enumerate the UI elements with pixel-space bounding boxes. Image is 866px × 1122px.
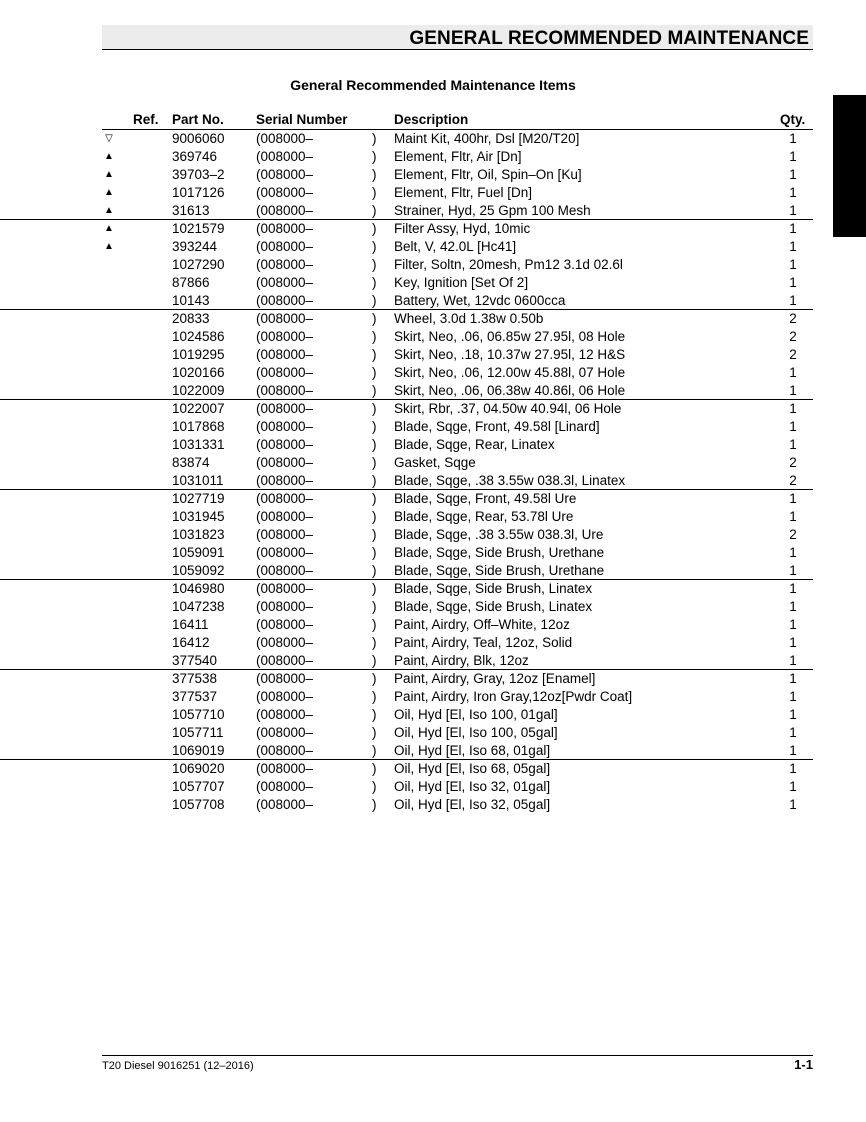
description: Blade, Sqge, Side Brush, Linatex bbox=[394, 581, 593, 596]
description: Key, Ignition [Set Of 2] bbox=[394, 275, 529, 290]
serial-range-close: ) bbox=[372, 509, 377, 524]
col-header-part: Part No. bbox=[172, 112, 224, 127]
description: Filter, Soltn, 20mesh, Pm12 3.1d 02.6l bbox=[394, 257, 623, 272]
col-header-serial: Serial Number bbox=[256, 112, 348, 127]
serial-range-close: ) bbox=[372, 581, 377, 596]
quantity: 1 bbox=[789, 617, 797, 632]
quantity: 2 bbox=[789, 329, 797, 344]
description: Element, Fltr, Oil, Spin–On [Ku] bbox=[394, 167, 582, 182]
table-row bbox=[0, 220, 866, 238]
description: Blade, Sqge, .38 3.55w 038.3l, Ure bbox=[394, 527, 604, 542]
table-row bbox=[0, 490, 866, 508]
serial-number: (008000– bbox=[256, 725, 314, 740]
serial-number: (008000– bbox=[256, 311, 314, 326]
parts-table bbox=[0, 130, 866, 814]
serial-range-close: ) bbox=[372, 311, 377, 326]
description: Blade, Sqge, Side Brush, Urethane bbox=[394, 545, 605, 560]
description: Skirt, Neo, .06, 06.85w 27.95l, 08 Hole bbox=[394, 329, 626, 344]
quantity: 2 bbox=[789, 473, 797, 488]
quantity: 2 bbox=[789, 347, 797, 362]
serial-number: (008000– bbox=[256, 221, 314, 236]
serial-range-close: ) bbox=[372, 149, 377, 164]
table-row bbox=[0, 328, 866, 346]
part-number: 369746 bbox=[172, 149, 218, 164]
part-number: 83874 bbox=[172, 455, 210, 470]
part-number: 16412 bbox=[172, 635, 210, 650]
quantity: 1 bbox=[789, 401, 797, 416]
description: Blade, Sqge, Rear, 53.78l Ure bbox=[394, 509, 574, 524]
description: Strainer, Hyd, 25 Gpm 100 Mesh bbox=[394, 203, 591, 218]
serial-range-close: ) bbox=[372, 329, 377, 344]
part-number: 1046980 bbox=[172, 581, 225, 596]
description: Paint, Airdry, Off–White, 12oz bbox=[394, 617, 570, 632]
quantity: 1 bbox=[789, 185, 797, 200]
serial-range-close: ) bbox=[372, 131, 377, 146]
part-number: 1027290 bbox=[172, 257, 225, 272]
table-row bbox=[0, 670, 866, 688]
part-number: 1047238 bbox=[172, 599, 225, 614]
description: Paint, Airdry, Gray, 12oz [Enamel] bbox=[394, 671, 596, 686]
part-number: 87866 bbox=[172, 275, 210, 290]
quantity: 1 bbox=[789, 599, 797, 614]
serial-number: (008000– bbox=[256, 563, 314, 578]
description: Element, Fltr, Air [Dn] bbox=[394, 149, 522, 164]
description: Blade, Sqge, Rear, Linatex bbox=[394, 437, 555, 452]
quantity: 1 bbox=[789, 545, 797, 560]
serial-range-close: ) bbox=[372, 185, 377, 200]
header-band bbox=[102, 25, 813, 50]
serial-number: (008000– bbox=[256, 797, 314, 812]
quantity: 1 bbox=[789, 581, 797, 596]
serial-number: (008000– bbox=[256, 743, 314, 758]
part-number: 1057711 bbox=[172, 725, 224, 740]
quantity: 1 bbox=[789, 383, 797, 398]
quantity: 1 bbox=[789, 365, 797, 380]
description: Skirt, Neo, .06, 06.38w 40.86l, 06 Hole bbox=[394, 383, 626, 398]
footer-rule bbox=[102, 1055, 813, 1056]
serial-range-close: ) bbox=[372, 491, 377, 506]
serial-number: (008000– bbox=[256, 329, 314, 344]
serial-number: (008000– bbox=[256, 455, 314, 470]
table-row bbox=[0, 166, 866, 184]
col-header-description: Description bbox=[394, 112, 469, 127]
serial-number: (008000– bbox=[256, 581, 314, 596]
serial-number: (008000– bbox=[256, 491, 314, 506]
serial-number: (008000– bbox=[256, 509, 314, 524]
quantity: 2 bbox=[789, 455, 797, 470]
serial-number: (008000– bbox=[256, 239, 314, 254]
quantity: 1 bbox=[789, 563, 797, 578]
description: Gasket, Sqge bbox=[394, 455, 476, 470]
serial-number: (008000– bbox=[256, 347, 314, 362]
description: Oil, Hyd [El, Iso 68, 01gal] bbox=[394, 743, 551, 758]
table-row bbox=[0, 364, 866, 382]
serial-number: (008000– bbox=[256, 293, 314, 308]
serial-range-close: ) bbox=[372, 797, 377, 812]
table-row bbox=[0, 346, 866, 364]
serial-number: (008000– bbox=[256, 167, 314, 182]
serial-range-close: ) bbox=[372, 707, 377, 722]
part-number: 1031331 bbox=[172, 437, 225, 452]
part-number: 1020166 bbox=[172, 365, 225, 380]
description: Paint, Airdry, Iron Gray,12oz[Pwdr Coat] bbox=[394, 689, 633, 704]
part-number: 39703–2 bbox=[172, 167, 225, 182]
part-number: 1069020 bbox=[172, 761, 225, 776]
table-row bbox=[0, 436, 866, 454]
table-row bbox=[0, 454, 866, 472]
description: Blade, Sqge, .38 3.55w 038.3l, Linatex bbox=[394, 473, 626, 488]
part-number: 1031011 bbox=[172, 473, 224, 488]
part-number: 1057708 bbox=[172, 797, 225, 812]
part-number: 20833 bbox=[172, 311, 210, 326]
table-row bbox=[0, 310, 866, 328]
serial-number: (008000– bbox=[256, 671, 314, 686]
col-header-qty: Qty. bbox=[780, 112, 806, 127]
serial-number: (008000– bbox=[256, 761, 314, 776]
serial-range-close: ) bbox=[372, 383, 377, 398]
quantity: 1 bbox=[789, 203, 797, 218]
description: Skirt, Neo, .18, 10.37w 27.95l, 12 H&S bbox=[394, 347, 626, 362]
serial-number: (008000– bbox=[256, 383, 314, 398]
page-title: GENERAL RECOMMENDED MAINTENANCE bbox=[409, 28, 809, 49]
ref-marker: ▲ bbox=[104, 187, 114, 198]
serial-range-close: ) bbox=[372, 635, 377, 650]
description: Blade, Sqge, Side Brush, Urethane bbox=[394, 563, 605, 578]
part-number: 31613 bbox=[172, 203, 210, 218]
serial-number: (008000– bbox=[256, 131, 314, 146]
part-number: 377538 bbox=[172, 671, 218, 686]
quantity: 1 bbox=[789, 149, 797, 164]
serial-number: (008000– bbox=[256, 545, 314, 560]
footer-doc-id: T20 Diesel 9016251 (12–2016) bbox=[102, 1060, 254, 1072]
serial-number: (008000– bbox=[256, 401, 314, 416]
ref-marker: ▲ bbox=[104, 241, 114, 252]
quantity: 2 bbox=[789, 527, 797, 542]
serial-number: (008000– bbox=[256, 275, 314, 290]
quantity: 1 bbox=[789, 725, 797, 740]
part-number: 1031823 bbox=[172, 527, 225, 542]
serial-range-close: ) bbox=[372, 167, 377, 182]
serial-range-close: ) bbox=[372, 689, 377, 704]
table-row bbox=[0, 616, 866, 634]
table-title: General Recommended Maintenance Items bbox=[290, 77, 576, 93]
serial-number: (008000– bbox=[256, 257, 314, 272]
table-row bbox=[0, 598, 866, 616]
quantity: 1 bbox=[789, 419, 797, 434]
serial-range-close: ) bbox=[372, 653, 377, 668]
table-row bbox=[0, 742, 813, 760]
part-number: 10143 bbox=[172, 293, 210, 308]
table-row bbox=[0, 778, 866, 796]
description: Blade, Sqge, Side Brush, Linatex bbox=[394, 599, 593, 614]
table-row bbox=[0, 544, 866, 562]
part-number: 9006060 bbox=[172, 131, 225, 146]
table-row bbox=[0, 724, 866, 742]
serial-range-close: ) bbox=[372, 437, 377, 452]
serial-range-close: ) bbox=[372, 347, 377, 362]
serial-range-close: ) bbox=[372, 203, 377, 218]
part-number: 393244 bbox=[172, 239, 218, 254]
serial-range-close: ) bbox=[372, 473, 377, 488]
serial-number: (008000– bbox=[256, 527, 314, 542]
serial-number: (008000– bbox=[256, 437, 314, 452]
ref-marker: ▲ bbox=[104, 205, 114, 216]
serial-range-close: ) bbox=[372, 725, 377, 740]
serial-number: (008000– bbox=[256, 689, 314, 704]
quantity: 1 bbox=[789, 635, 797, 650]
quantity: 1 bbox=[789, 437, 797, 452]
description: Oil, Hyd [El, Iso 32, 05gal] bbox=[394, 797, 551, 812]
serial-range-close: ) bbox=[372, 761, 377, 776]
serial-range-close: ) bbox=[372, 293, 377, 308]
table-row bbox=[0, 580, 866, 598]
part-number: 1057710 bbox=[172, 707, 225, 722]
quantity: 1 bbox=[789, 779, 797, 794]
quantity: 1 bbox=[789, 743, 797, 758]
serial-range-close: ) bbox=[372, 527, 377, 542]
serial-number: (008000– bbox=[256, 149, 314, 164]
description: Belt, V, 42.0L [Hc41] bbox=[394, 239, 517, 254]
description: Battery, Wet, 12vdc 0600cca bbox=[394, 293, 566, 308]
table-row bbox=[0, 760, 866, 778]
serial-range-close: ) bbox=[372, 779, 377, 794]
table-row bbox=[0, 688, 866, 706]
table-row bbox=[0, 400, 866, 418]
quantity: 1 bbox=[789, 167, 797, 182]
serial-range-close: ) bbox=[372, 599, 377, 614]
serial-range-close: ) bbox=[372, 671, 377, 686]
serial-range-close: ) bbox=[372, 455, 377, 470]
part-number: 1069019 bbox=[172, 743, 225, 758]
description: Paint, Airdry, Blk, 12oz bbox=[394, 653, 529, 668]
description: Wheel, 3.0d 1.38w 0.50b bbox=[394, 311, 544, 326]
ref-marker: ▲ bbox=[104, 223, 114, 234]
part-number: 16411 bbox=[172, 617, 209, 632]
serial-number: (008000– bbox=[256, 599, 314, 614]
quantity: 1 bbox=[789, 239, 797, 254]
part-number: 1059092 bbox=[172, 563, 225, 578]
part-number: 1024586 bbox=[172, 329, 225, 344]
quantity: 1 bbox=[789, 275, 797, 290]
table-row bbox=[0, 148, 866, 166]
ref-marker: ▲ bbox=[104, 151, 114, 162]
ref-marker: ▽ bbox=[105, 133, 113, 144]
part-number: 1059091 bbox=[172, 545, 225, 560]
serial-range-close: ) bbox=[372, 743, 377, 758]
quantity: 2 bbox=[789, 311, 797, 326]
serial-range-close: ) bbox=[372, 257, 377, 272]
page-number: 1-1 bbox=[794, 1057, 813, 1072]
quantity: 1 bbox=[789, 797, 797, 812]
description: Oil, Hyd [El, Iso 100, 01gal] bbox=[394, 707, 558, 722]
quantity: 1 bbox=[789, 491, 797, 506]
table-row bbox=[0, 382, 813, 400]
part-number: 1019295 bbox=[172, 347, 225, 362]
serial-number: (008000– bbox=[256, 419, 314, 434]
table-row bbox=[0, 508, 866, 526]
ref-marker: ▲ bbox=[104, 169, 114, 180]
serial-number: (008000– bbox=[256, 185, 314, 200]
serial-range-close: ) bbox=[372, 365, 377, 380]
serial-number: (008000– bbox=[256, 653, 314, 668]
quantity: 1 bbox=[789, 689, 797, 704]
part-number: 1031945 bbox=[172, 509, 225, 524]
serial-range-close: ) bbox=[372, 419, 377, 434]
table-row bbox=[0, 292, 813, 310]
table-row bbox=[0, 472, 813, 490]
serial-range-close: ) bbox=[372, 401, 377, 416]
part-number: 1017126 bbox=[172, 185, 225, 200]
serial-range-close: ) bbox=[372, 239, 377, 254]
serial-number: (008000– bbox=[256, 473, 314, 488]
table-row bbox=[0, 256, 866, 274]
quantity: 1 bbox=[789, 509, 797, 524]
table-row bbox=[0, 130, 866, 148]
table-row bbox=[0, 418, 866, 436]
table-row bbox=[0, 796, 866, 814]
table-row bbox=[0, 706, 866, 724]
description: Filter Assy, Hyd, 10mic bbox=[394, 221, 531, 236]
description: Skirt, Neo, .06, 12.00w 45.88l, 07 Hole bbox=[394, 365, 626, 380]
description: Maint Kit, 400hr, Dsl [M20/T20] bbox=[394, 131, 580, 146]
quantity: 1 bbox=[789, 671, 797, 686]
description: Paint, Airdry, Teal, 12oz, Solid bbox=[394, 635, 573, 650]
quantity: 1 bbox=[789, 221, 797, 236]
serial-range-close: ) bbox=[372, 275, 377, 290]
part-number: 1057707 bbox=[172, 779, 225, 794]
serial-number: (008000– bbox=[256, 635, 314, 650]
serial-number: (008000– bbox=[256, 203, 314, 218]
table-row bbox=[0, 274, 866, 292]
quantity: 1 bbox=[789, 257, 797, 272]
quantity: 1 bbox=[789, 707, 797, 722]
serial-number: (008000– bbox=[256, 365, 314, 380]
part-number: 377540 bbox=[172, 653, 218, 668]
table-row bbox=[0, 184, 866, 202]
quantity: 1 bbox=[789, 653, 797, 668]
serial-number: (008000– bbox=[256, 779, 314, 794]
part-number: 377537 bbox=[172, 689, 218, 704]
description: Oil, Hyd [El, Iso 68, 05gal] bbox=[394, 761, 551, 776]
table-row bbox=[0, 652, 813, 670]
description: Skirt, Rbr, .37, 04.50w 40.94l, 06 Hole bbox=[394, 401, 622, 416]
quantity: 1 bbox=[789, 293, 797, 308]
table-row bbox=[0, 202, 813, 220]
serial-number: (008000– bbox=[256, 617, 314, 632]
table-row bbox=[0, 562, 813, 580]
table-row bbox=[0, 238, 866, 256]
part-number: 1027719 bbox=[172, 491, 225, 506]
serial-range-close: ) bbox=[372, 617, 377, 632]
serial-range-close: ) bbox=[372, 563, 377, 578]
part-number: 1022009 bbox=[172, 383, 225, 398]
description: Blade, Sqge, Front, 49.58l [Linard] bbox=[394, 419, 600, 434]
table-row bbox=[0, 526, 866, 544]
part-number: 1022007 bbox=[172, 401, 225, 416]
serial-range-close: ) bbox=[372, 545, 377, 560]
description: Element, Fltr, Fuel [Dn] bbox=[394, 185, 533, 200]
part-number: 1021579 bbox=[172, 221, 225, 236]
serial-range-close: ) bbox=[372, 221, 377, 236]
quantity: 1 bbox=[789, 761, 797, 776]
part-number: 1017868 bbox=[172, 419, 225, 434]
description: Blade, Sqge, Front, 49.58l Ure bbox=[394, 491, 577, 506]
serial-number: (008000– bbox=[256, 707, 314, 722]
description: Oil, Hyd [El, Iso 100, 05gal] bbox=[394, 725, 558, 740]
table-row bbox=[0, 634, 866, 652]
description: Oil, Hyd [El, Iso 32, 01gal] bbox=[394, 779, 551, 794]
quantity: 1 bbox=[789, 131, 797, 146]
col-header-ref: Ref. bbox=[133, 112, 159, 127]
